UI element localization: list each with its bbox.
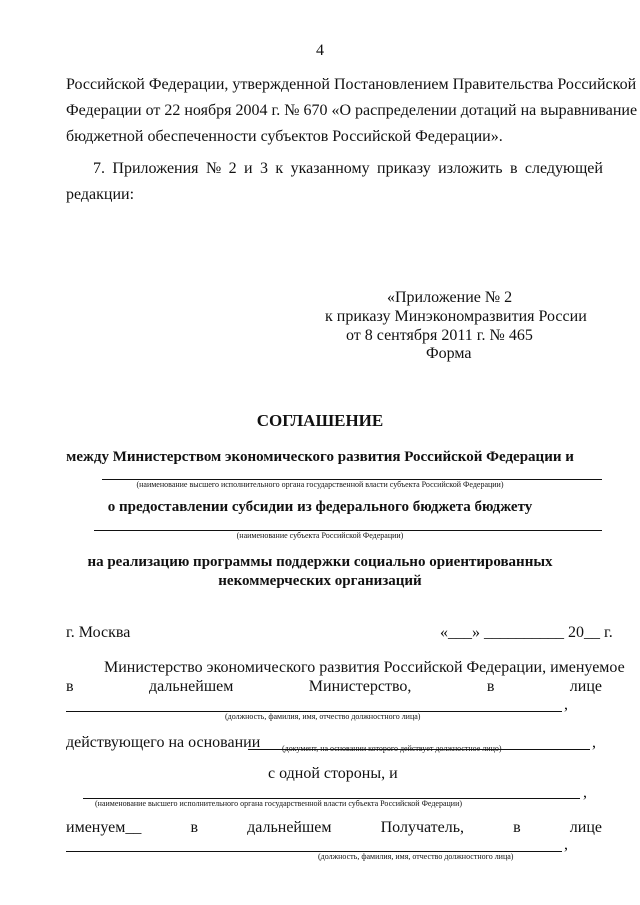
item-7-word: № (205, 160, 222, 177)
city: г. Москва (66, 624, 131, 641)
document-comma: , (592, 734, 596, 751)
official-comma: , (564, 696, 568, 713)
item-7-word: и (244, 160, 253, 177)
recipient-word: в (190, 819, 199, 836)
official-comma-2: , (564, 836, 568, 853)
ministry-word: в (66, 678, 74, 695)
ministry-word: дальнейшем (148, 678, 234, 695)
official-caption: (должность, фамилия, имя, отчество должностного лица) (225, 712, 421, 721)
intro-line-1: Российской Федерации, утвержденной Постановлением Правительства Российской (66, 76, 637, 93)
item-7-word: приказу (377, 160, 431, 177)
appendix-line-4: Форма (426, 345, 472, 362)
item-7-word: изложить (438, 160, 503, 177)
date-blank: «___» __________ 20__ г. (440, 624, 613, 641)
recipient-word: именуем__ (66, 819, 142, 836)
agreement-about: о предоставлении субсидии из федерального бюджета бюджету (107, 499, 533, 515)
agreement-purpose-2: некоммерческих организаций (218, 573, 422, 589)
ministry-words-line (66, 676, 602, 698)
subject-caption: (наименование субъекта Российской Федерации) (236, 531, 404, 540)
agreement-purpose-1: на реализацию программы поддержки социально ориентированных (87, 554, 553, 570)
recipient-word: лице (569, 819, 602, 836)
item-7-word: 7. (93, 160, 105, 177)
recipient-word: Получатель, (380, 819, 465, 836)
ministry-word: лице (569, 678, 602, 695)
executive-body-caption: (наименование высшего исполнительного органа государственной власти субъекта Российской Федерации) (136, 480, 504, 489)
appendix-line-3: от 8 сентября 2011 г. № 465 (346, 327, 533, 344)
item-7-word: Приложения (112, 160, 199, 177)
ministry-word: в (486, 678, 495, 695)
ministry-word: Министерство, (308, 678, 412, 695)
recipient-word: в (513, 819, 521, 836)
agreement-title: СОГЛАШЕНИЕ (256, 411, 384, 430)
recipient-words-line (66, 817, 602, 839)
item-7-word: к (275, 160, 284, 177)
item-7-word: 3 (260, 160, 268, 177)
ministry-line: Министерство экономического развития Российской Федерации, именуемое (104, 659, 625, 676)
official-caption-2: (должность, фамилия, имя, отчество должностного лица) (318, 852, 514, 861)
appendix-line-2: к приказу Минэкономразвития России (325, 308, 587, 325)
intro-line-2: Федерации от 22 ноября 2004 г. № 670 «О распределении дотаций на выравнивание (66, 102, 638, 119)
item-7-continuation: редакции: (66, 186, 135, 203)
executive-body-caption-2: (наименование высшего исполнительного органа государственной власти субъекта Российской Федерации) (95, 799, 463, 808)
executive-body-comma: , (583, 784, 587, 801)
intro-line-3: бюджетной обеспеченности субъектов Российской Федерации». (66, 128, 503, 145)
item-7-word: следующей (524, 160, 603, 177)
item-7-word: указанному (290, 160, 370, 177)
page-number: 4 (316, 42, 324, 59)
appendix-line-1: «Приложение № 2 (387, 289, 513, 306)
item-7-word: в (509, 160, 518, 177)
one-side: с одной стороны, и (268, 765, 398, 782)
recipient-word: дальнейшем (247, 819, 332, 836)
document-caption: (документ, на основании которого действует должностное лицо) (282, 744, 502, 753)
acting-label: действующего на основании (66, 734, 261, 751)
agreement-between: между Министерством экономического развития Российской Федерации и (66, 449, 574, 465)
item-7-word: 2 (228, 160, 237, 177)
item-7-line (93, 158, 603, 180)
